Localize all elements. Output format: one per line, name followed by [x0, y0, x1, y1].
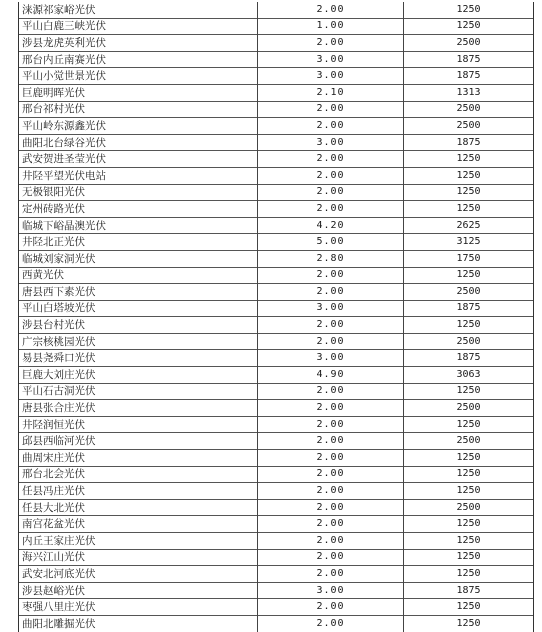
amount-cell: 1875 [404, 300, 534, 317]
project-name-cell: 涉县赵峪光伏 [19, 582, 258, 599]
capacity-cell: 2.00 [258, 267, 404, 284]
project-name-cell: 邢台内丘南赛光伏 [19, 51, 258, 68]
amount-cell: 1750 [404, 250, 534, 267]
table-row [19, 383, 533, 400]
pv-project-table [19, 2, 533, 632]
project-name-cell: 邢台祁村光伏 [19, 101, 258, 118]
table-row [19, 599, 533, 616]
capacity-cell: 2.00 [258, 533, 404, 550]
capacity-cell: 2.00 [258, 167, 404, 184]
amount-cell: 1875 [404, 350, 534, 367]
capacity-cell: 2.00 [258, 615, 404, 631]
project-name-cell: 无极银阳光伏 [19, 184, 258, 201]
table-row [19, 300, 533, 317]
capacity-cell: 2.00 [258, 101, 404, 118]
project-name-cell: 南宫花盆光伏 [19, 516, 258, 533]
project-name-cell: 平山白塔坡光伏 [19, 300, 258, 317]
capacity-cell: 2.00 [258, 333, 404, 350]
capacity-cell: 3.00 [258, 350, 404, 367]
amount-cell: 2500 [404, 35, 534, 52]
project-name-cell: 邢台北会光伏 [19, 466, 258, 483]
project-name-cell: 唐县张合庄光伏 [19, 400, 258, 417]
capacity-cell: 2.00 [258, 416, 404, 433]
project-name-cell: 平山石古洞光伏 [19, 383, 258, 400]
project-name-cell: 任县冯庄光伏 [19, 483, 258, 500]
table-row [19, 167, 533, 184]
project-name-cell: 枣强八里庄光伏 [19, 599, 258, 616]
amount-cell: 1250 [404, 566, 534, 583]
capacity-cell: 4.90 [258, 367, 404, 384]
document-page [18, 2, 534, 632]
table-row [19, 533, 533, 550]
table-row [19, 18, 533, 35]
capacity-cell: 2.00 [258, 433, 404, 450]
amount-cell: 1250 [404, 267, 534, 284]
capacity-cell: 2.00 [258, 201, 404, 218]
project-name-cell: 西黄光伏 [19, 267, 258, 284]
capacity-cell: 2.00 [258, 383, 404, 400]
amount-cell: 1875 [404, 582, 534, 599]
capacity-cell: 1.00 [258, 18, 404, 35]
table-row [19, 68, 533, 85]
capacity-cell: 2.00 [258, 499, 404, 516]
table-row [19, 250, 533, 267]
table-row [19, 84, 533, 101]
project-name-cell: 内丘王家庄光伏 [19, 533, 258, 550]
amount-cell: 1250 [404, 483, 534, 500]
table-row [19, 450, 533, 467]
table-row [19, 284, 533, 301]
amount-cell: 2500 [404, 333, 534, 350]
amount-cell: 1313 [404, 84, 534, 101]
amount-cell: 1250 [404, 450, 534, 467]
table-row [19, 134, 533, 151]
amount-cell: 2625 [404, 217, 534, 234]
amount-cell: 1250 [404, 201, 534, 218]
amount-cell: 3063 [404, 367, 534, 384]
capacity-cell: 3.00 [258, 68, 404, 85]
capacity-cell: 5.00 [258, 234, 404, 251]
amount-cell: 1250 [404, 151, 534, 168]
table-row [19, 466, 533, 483]
capacity-cell: 2.00 [258, 466, 404, 483]
capacity-cell: 2.00 [258, 35, 404, 52]
amount-cell: 1875 [404, 134, 534, 151]
amount-cell: 1250 [404, 466, 534, 483]
capacity-cell: 2.00 [258, 184, 404, 201]
amount-cell: 2500 [404, 284, 534, 301]
project-name-cell: 平山白鹿三峡光伏 [19, 18, 258, 35]
capacity-cell: 2.00 [258, 118, 404, 135]
amount-cell: 1250 [404, 317, 534, 334]
table-row [19, 2, 533, 18]
amount-cell: 1250 [404, 416, 534, 433]
table-row [19, 333, 533, 350]
table-row [19, 615, 533, 631]
amount-cell: 2500 [404, 118, 534, 135]
project-name-cell: 平山小觉世景光伏 [19, 68, 258, 85]
capacity-cell: 2.00 [258, 549, 404, 566]
table-row [19, 184, 533, 201]
table-row [19, 317, 533, 334]
project-name-cell: 井陉北正光伏 [19, 234, 258, 251]
table-row [19, 367, 533, 384]
capacity-cell: 2.00 [258, 151, 404, 168]
capacity-cell: 2.00 [258, 2, 404, 18]
project-name-cell: 曲阳北台绿谷光伏 [19, 134, 258, 151]
amount-cell: 1250 [404, 184, 534, 201]
capacity-cell: 3.00 [258, 134, 404, 151]
project-name-cell: 易县尧舜口光伏 [19, 350, 258, 367]
project-name-cell: 曲阳北雕掘光伏 [19, 615, 258, 631]
amount-cell: 1250 [404, 383, 534, 400]
table-row [19, 433, 533, 450]
amount-cell: 1250 [404, 615, 534, 631]
project-name-cell: 海兴江山光伏 [19, 549, 258, 566]
capacity-cell: 2.00 [258, 566, 404, 583]
project-name-cell: 涉县台村光伏 [19, 317, 258, 334]
project-name-cell: 井陉平望光伏电站 [19, 167, 258, 184]
capacity-cell: 2.10 [258, 84, 404, 101]
capacity-cell: 2.00 [258, 400, 404, 417]
table-body [19, 2, 533, 632]
capacity-cell: 3.00 [258, 300, 404, 317]
amount-cell: 1875 [404, 68, 534, 85]
project-name-cell: 任县大北光伏 [19, 499, 258, 516]
capacity-cell: 2.00 [258, 599, 404, 616]
amount-cell: 2500 [404, 433, 534, 450]
amount-cell: 1250 [404, 599, 534, 616]
project-name-cell: 武安北河底光伏 [19, 566, 258, 583]
amount-cell: 1250 [456, 3, 481, 15]
capacity-cell: 2.00 [258, 317, 404, 334]
table-row [19, 217, 533, 234]
table-row [19, 416, 533, 433]
project-name-cell: 平山岭东源鑫光伏 [19, 118, 258, 135]
table-row [19, 350, 533, 367]
project-name-cell: 武安贺进圣莹光伏 [19, 151, 258, 168]
amount-cell: 2500 [404, 400, 534, 417]
table-row [19, 400, 533, 417]
project-name-cell: 巨鹿大刘庄光伏 [19, 367, 258, 384]
table-row [19, 582, 533, 599]
table-row [19, 51, 533, 68]
table-row [19, 234, 533, 251]
table-row [19, 101, 533, 118]
project-name-cell: 巨鹿明晖光伏 [19, 84, 258, 101]
project-name-cell: 井陉润恒光伏 [19, 416, 258, 433]
capacity-cell: 4.20 [258, 217, 404, 234]
table-row [19, 151, 533, 168]
table-row [19, 35, 533, 52]
amount-cell: 3125 [404, 234, 534, 251]
project-name-cell: 邱县西临河光伏 [19, 433, 258, 450]
amount-cell: 2500 [404, 101, 534, 118]
table-row [19, 483, 533, 500]
project-name-cell: 涞源祁家峪光伏 [19, 2, 258, 18]
capacity-cell: 2.00 [258, 516, 404, 533]
capacity-cell: 2.00 [258, 450, 404, 467]
amount-cell: 1250 [404, 167, 534, 184]
capacity-cell: 2.80 [258, 250, 404, 267]
amount-cell: 1250 [404, 516, 534, 533]
project-name-cell: 临城下峪晶澳光伏 [19, 217, 258, 234]
capacity-cell: 2.00 [258, 284, 404, 301]
project-name-cell: 临城刘家洞光伏 [19, 250, 258, 267]
project-name-cell: 广宗核桃园光伏 [19, 333, 258, 350]
capacity-cell: 2.00 [258, 483, 404, 500]
amount-cell: 1875 [404, 51, 534, 68]
table-row [19, 499, 533, 516]
table-row [19, 549, 533, 566]
project-name-cell: 唐县西下素光伏 [19, 284, 258, 301]
amount-cell: 2500 [404, 499, 534, 516]
project-name-cell: 涉县龙虎英利光伏 [19, 35, 258, 52]
table-row [19, 267, 533, 284]
amount-cell: 1250 [404, 549, 534, 566]
table-row [19, 201, 533, 218]
table-row [19, 566, 533, 583]
amount-cell: 1250 [404, 18, 534, 35]
project-name-cell: 曲周宋庄光伏 [19, 450, 258, 467]
capacity-cell: 3.00 [258, 582, 404, 599]
project-name-cell: 定州砖路光伏 [19, 201, 258, 218]
table-row [19, 516, 533, 533]
capacity-cell: 3.00 [258, 51, 404, 68]
amount-cell: 1250 [404, 533, 534, 550]
table-row [19, 118, 533, 135]
